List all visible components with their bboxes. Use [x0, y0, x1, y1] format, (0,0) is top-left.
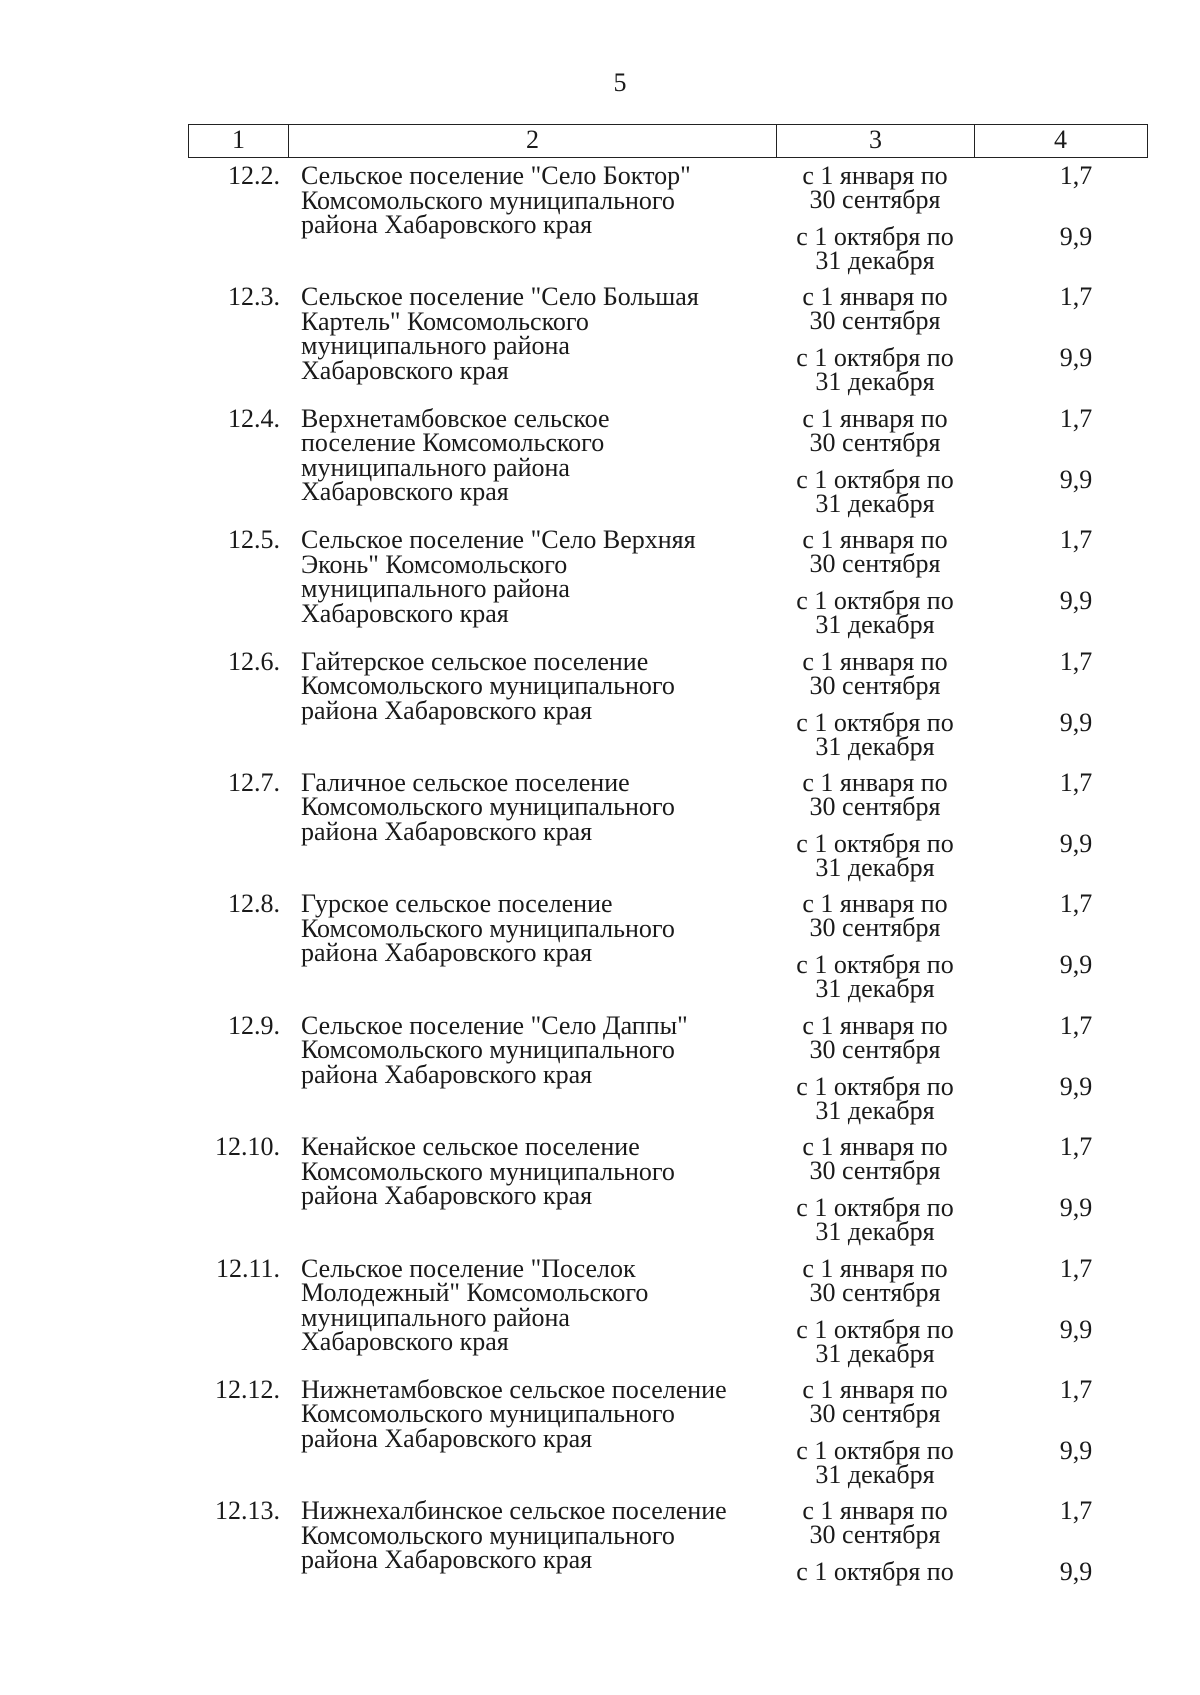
settlement-name: Нижнетамбовское сельское поселение Комсомольского муниципального района Хабаровского края [301, 1374, 727, 1453]
table-row [188, 1374, 1148, 1499]
value-2: 9,9 [1059, 950, 1093, 980]
period-1: с 1 января по 30 сентября [802, 1374, 948, 1428]
header-col-1: 1 [189, 125, 289, 157]
value-1: 1,7 [1059, 1496, 1093, 1526]
table-row [188, 403, 1148, 528]
value-2: 9,9 [1059, 1314, 1093, 1344]
period-1: с 1 января по 30 сентября [802, 1496, 948, 1550]
settlement-name: Сельское поселение "Село Большая Картель" Комсомольского муниципального района Хабаровского края [301, 282, 699, 385]
row-number: 12.11. [215, 1253, 280, 1283]
row-number: 12.13. [215, 1496, 280, 1526]
settlement-name: Галичное сельское поселение Комсомольского муниципального района Хабаровского края [301, 767, 675, 846]
table-row [188, 1132, 1148, 1256]
header-col-3: 3 [777, 125, 975, 157]
period-2: с 1 октября по 31 декабря [796, 950, 954, 1004]
period-1: с 1 января по 30 сентября [802, 1253, 948, 1307]
value-1: 1,7 [1059, 161, 1093, 190]
row-number: 12.3. [228, 282, 280, 312]
row-number: 12.7. [228, 767, 280, 797]
settlement-name: Сельское поселение "Село Верхняя Эконь" Комсомольского муниципального района Хабаровского края [301, 525, 696, 628]
value-2: 9,9 [1059, 1435, 1093, 1465]
period-1: с 1 января по 30 сентября [802, 1132, 948, 1186]
value-2: 9,9 [1059, 464, 1093, 494]
settlement-name: Нижнехалбинское сельское поселение Комсомольского муниципального района Хабаровского края [301, 1496, 727, 1575]
value-2: 9,9 [1059, 586, 1093, 616]
period-1: с 1 января по 30 сентября [802, 282, 948, 336]
period-1: с 1 января по 30 сентября [802, 525, 948, 579]
header-col-4: 4 [1054, 125, 1067, 154]
period-2: с 1 октября по 31 декабря [796, 222, 954, 275]
period-1: с 1 января по 30 сентября [802, 889, 948, 943]
settlement-name: Гурское сельское поселение Комсомольского муниципального района Хабаровского края [301, 889, 675, 968]
value-2: 9,9 [1059, 1071, 1093, 1101]
period-2: с 1 октября по 31 декабря [796, 464, 954, 518]
value-2: 9,9 [1059, 1193, 1093, 1223]
row-number: 12.8. [228, 889, 280, 919]
period-2: с 1 октября по 31 декабря [796, 1193, 954, 1247]
period-2: с 1 октября по 31 декабря [796, 1435, 954, 1489]
table-row [188, 889, 1148, 1013]
settlement-name: Верхнетамбовское сельское поселение Комсомольского муниципального района Хабаровского края [301, 403, 610, 507]
period-1: с 1 января по 30 сентября [802, 1010, 948, 1064]
value-1: 1,7 [1059, 282, 1093, 312]
table-row [188, 646, 1148, 771]
table-row [188, 1496, 1148, 1620]
value-2: 9,9 [1059, 1557, 1093, 1587]
period-1: с 1 января по 30 сентября [802, 403, 948, 457]
settlement-name: Гайтерское сельское поселение Комсомольского муниципального района Хабаровского края [301, 646, 675, 725]
value-1: 1,7 [1059, 525, 1093, 555]
period-2: с 1 октября по [796, 1557, 954, 1587]
value-1: 1,7 [1059, 403, 1093, 433]
period-2: с 1 октября по 31 декабря [796, 1314, 954, 1368]
value-1: 1,7 [1059, 1374, 1093, 1404]
value-2: 9,9 [1059, 707, 1093, 737]
row-number: 12.12. [215, 1374, 280, 1404]
value-1: 1,7 [1059, 767, 1093, 797]
value-1: 1,7 [1059, 1253, 1093, 1283]
period-2: с 1 октября по 31 декабря [796, 586, 954, 640]
value-2: 9,9 [1059, 222, 1093, 251]
settlement-name: Сельское поселение "Село Боктор" Комсомольского муниципального района Хабаровского края [301, 161, 691, 239]
page-number: 5 [613, 68, 627, 97]
row-number: 12.6. [228, 646, 280, 676]
row-number: 12.2. [228, 161, 280, 190]
table-body [188, 161, 1148, 1621]
period-2: с 1 октября по 31 декабря [796, 343, 954, 397]
value-2: 9,9 [1059, 828, 1093, 858]
value-1: 1,7 [1059, 889, 1093, 919]
period-1: с 1 января по 30 сентября [802, 161, 948, 214]
row-number: 12.10. [215, 1132, 280, 1162]
table-row [188, 1010, 1148, 1135]
period-2: с 1 октября по 31 декабря [796, 1071, 954, 1125]
table-row [188, 525, 1148, 649]
settlement-name: Сельское поселение "Село Даппы" Комсомольского муниципального района Хабаровского края [301, 1010, 688, 1089]
period-2: с 1 октября по 31 декабря [796, 707, 954, 761]
value-2: 9,9 [1059, 343, 1093, 373]
table-row [188, 1253, 1148, 1378]
row-number: 12.4. [228, 403, 280, 433]
period-2: с 1 октября по 31 декабря [796, 828, 954, 882]
header-col-2: 2 [289, 125, 777, 157]
period-1: с 1 января по 30 сентября [802, 646, 948, 700]
row-number: 12.9. [228, 1010, 280, 1040]
settlement-name: Кенайское сельское поселение Комсомольского муниципального района Хабаровского края [301, 1132, 675, 1211]
period-1: с 1 января по 30 сентября [802, 767, 948, 821]
value-1: 1,7 [1059, 1132, 1093, 1162]
row-number: 12.5. [228, 525, 280, 555]
table-header [188, 124, 1148, 158]
table-row [188, 282, 1148, 406]
value-1: 1,7 [1059, 646, 1093, 676]
value-1: 1,7 [1059, 1010, 1093, 1040]
table-row [188, 767, 1148, 892]
table-row [188, 161, 1148, 285]
settlement-name: Сельское поселение "Поселок Молодежный" Комсомольского муниципального района Хабаровского края [301, 1253, 649, 1357]
